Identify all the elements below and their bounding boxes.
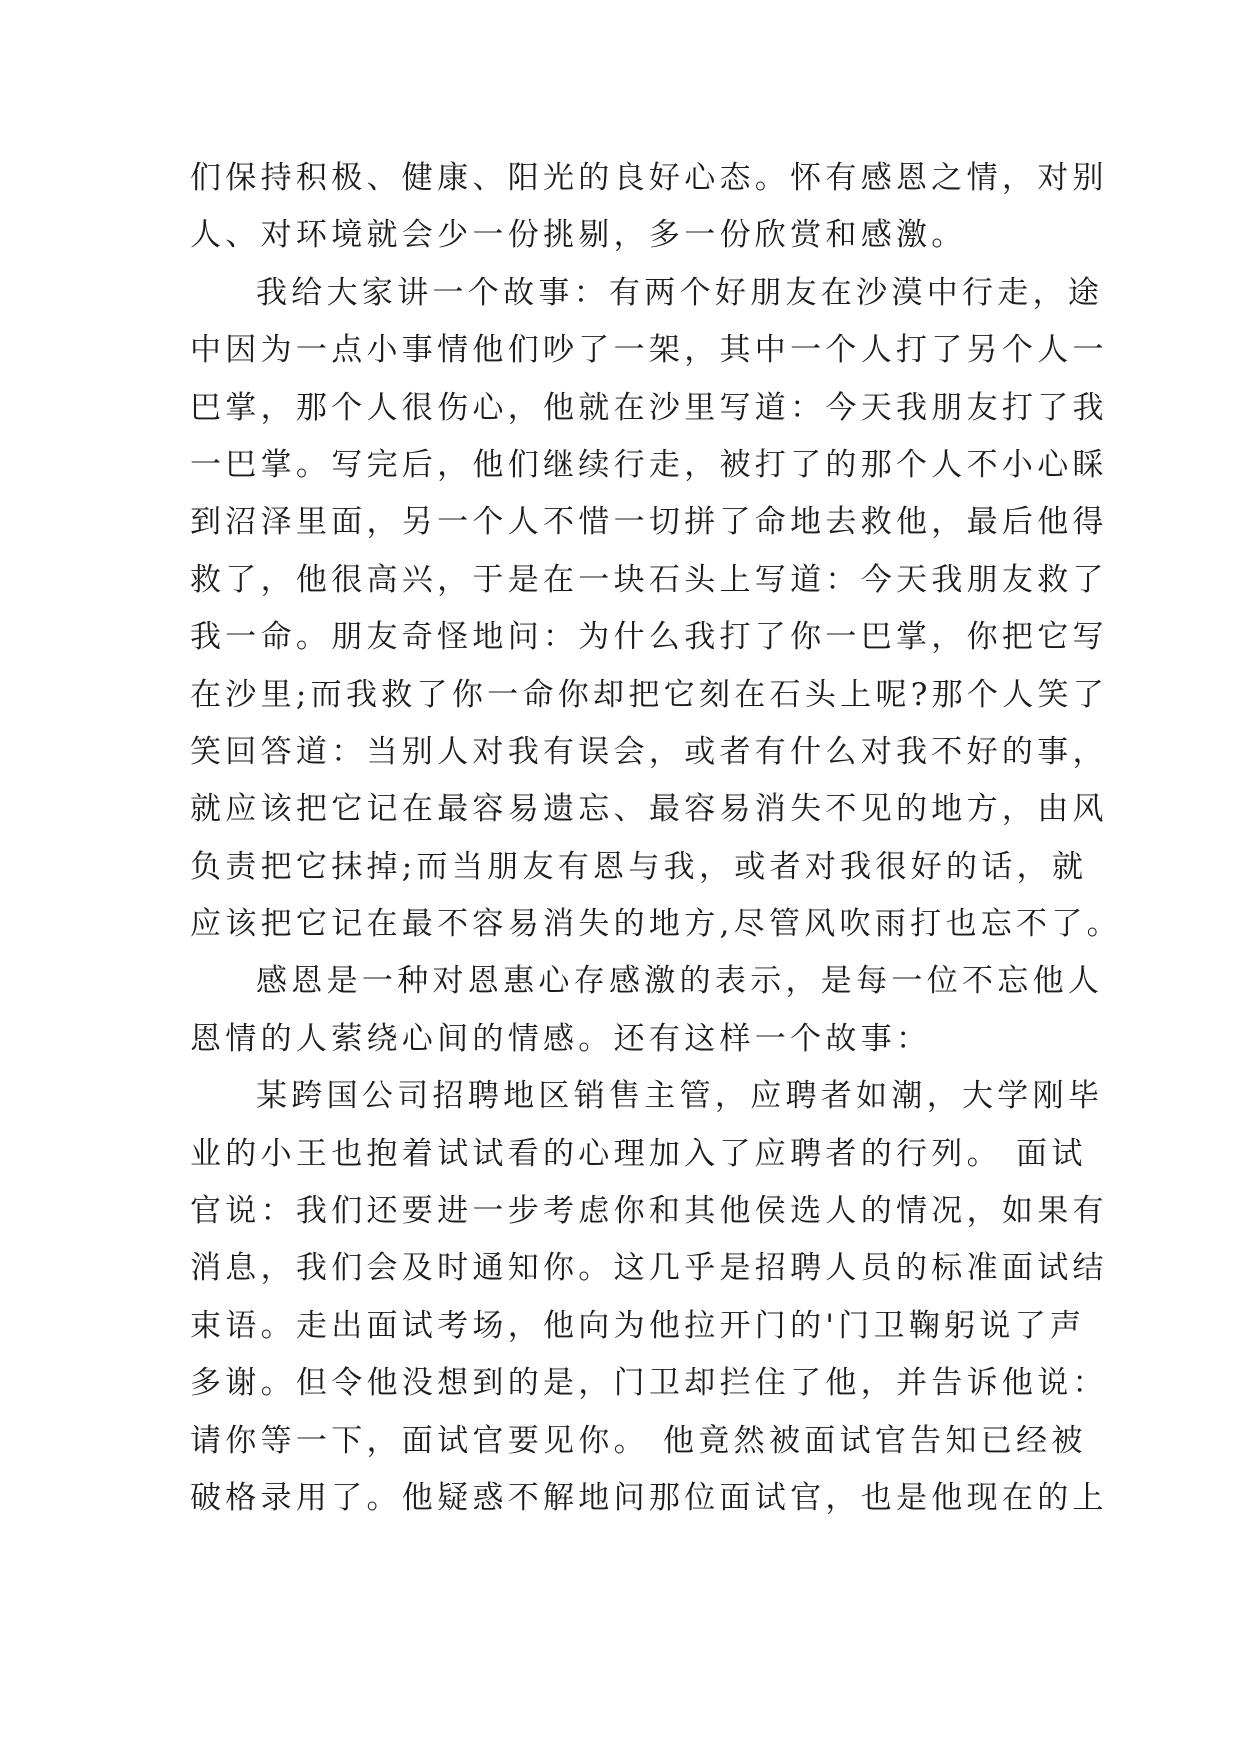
text-line: 业的小王也抱着试试看的心理加入了应聘者的行列。 面试 [190,1135,1087,1172]
text-line: 我一命。朋友奇怪地问：为什么我打了你一巴掌，你把它写 [190,619,1108,656]
text-line: 就应该把它记在最容易遗忘、最容易消失不见的地方，由风 [190,791,1108,828]
text-line: 消息，我们会及时通知你。这几乎是招聘人员的标准面试结 [190,1250,1108,1287]
text-line: 们保持积极、健康、阳光的良好心态。怀有感恩之情，对别 [190,160,1108,196]
text-line: 笑回答道：当别人对我有误会，或者有什么对我不好的事， [190,733,1108,770]
text-line: 巴掌，那个人很伤心，他就在沙里写道：今天我朋友打了我 [190,389,1108,426]
document-body [190,150,1122,1527]
text-line: 恩情的人萦绕心间的情感。还有这样一个故事： [190,1020,932,1057]
text-line: 到沼泽里面，另一个人不惜一切拼了命地去救他，最后他得 [190,504,1108,541]
text-line: 在沙里;而我救了你一命你却把它刻在石头上呢?那个人笑了 [190,676,1109,713]
text-line: 多谢。但令他没想到的是，门卫却拦住了他，并告诉他说： [190,1365,1108,1402]
text-line: 官说：我们还要进一步考虑你和其他侯选人的情况，如果有 [190,1193,1108,1230]
paragraph-first-line: 我给大家讲一个故事：有两个好朋友在沙漠中行走，途 [256,274,1104,311]
text-line: 负责把它抹掉;而当朋友有恩与我，或者对我很好的话，就 [190,848,1088,885]
text-line: 请你等一下，面试官要见你。 他竟然被面试官告知已经被 [190,1422,1087,1459]
paragraph-first-line: 感恩是一种对恩惠心存感激的表示，是每一位不忘他人 [256,963,1104,1000]
text-line: 束语。走出面试考场，他向为他拉开门的'门卫鞠躬说了声 [190,1307,1086,1344]
text-line: 应该把它记在最不容易消失的地方,尽管风吹雨打也忘不了。 [190,906,1122,943]
text-line: 救了，他很高兴，于是在一块石头上写道：今天我朋友救了 [190,561,1108,598]
paragraph-first-line: 某跨国公司招聘地区销售主管，应聘者如潮，大学刚毕 [256,1078,1104,1115]
text-line: 一巴掌。写完后，他们继续行走，被打了的那个人不小心睬 [190,446,1108,483]
text-line: 破格录用了。他疑惑不解地问那位面试官，也是他现在的上 [190,1479,1108,1516]
text-line: 人、对环境就会少一份挑剔，多一份欣赏和感激。 [190,217,967,254]
text-line: 中因为一点小事情他们吵了一架，其中一个人打了另个人一 [190,332,1108,369]
